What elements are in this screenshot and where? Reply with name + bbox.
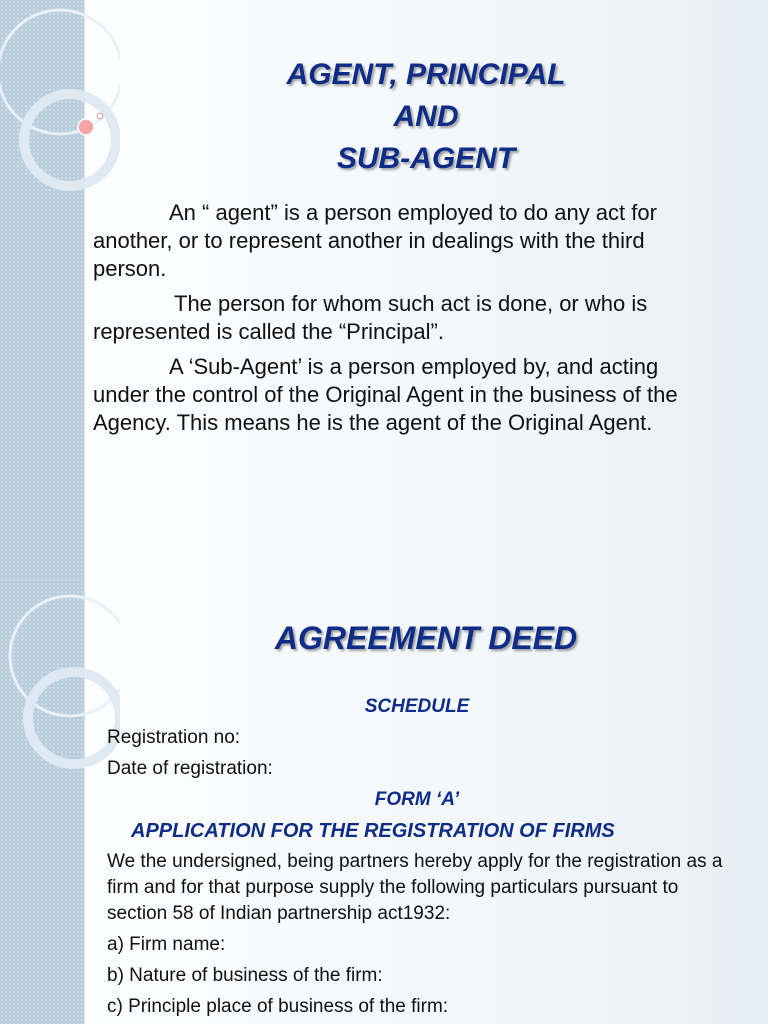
principal-definition: The person for whom such act is done, or who is represented is called the “Principal”. <box>93 291 648 344</box>
agent-definition: An “ agent” is a person employed to do any act for another, or to represent another in dealings with the third person. <box>93 200 657 281</box>
list-item: b) Nature of business of the firm: <box>107 965 383 986</box>
decorative-sidebar <box>0 0 85 578</box>
registration-no: Registration no: <box>107 727 241 748</box>
slide-title <box>84 54 768 180</box>
form-text <box>107 694 727 1025</box>
decorative-sidebar <box>0 578 85 1024</box>
slide-title: AGREEMENT DEED <box>274 620 578 656</box>
application-heading: APPLICATION FOR THE REGISTRATION OF FIRMS <box>131 820 615 842</box>
intro-text: We the undersigned, being partners hereby apply for the registration as a firm and for that purpose supply the following particulars pursuant to section 58 of Indian partnership act1932: <box>107 851 723 924</box>
definitions-text <box>93 199 693 444</box>
list-item: a) Firm name: <box>107 934 226 955</box>
schedule-heading: SCHEDULE <box>364 696 470 717</box>
title-line: AND <box>393 100 459 133</box>
title-line: AGENT, PRINCIPAL <box>286 58 566 91</box>
list-item: c) Principle place of business of the firm: <box>107 996 449 1017</box>
form-heading: FORM ‘A’ <box>374 789 460 810</box>
sub-agent-definition: A ‘Sub-Agent’ is a person employed by, and acting under the control of the Original Agent in the business of the Agency. This means he is the agent of the Original Agent. <box>93 354 678 435</box>
title-line: SUB-AGENT <box>336 142 516 175</box>
date-of-registration: Date of registration: <box>107 758 273 779</box>
